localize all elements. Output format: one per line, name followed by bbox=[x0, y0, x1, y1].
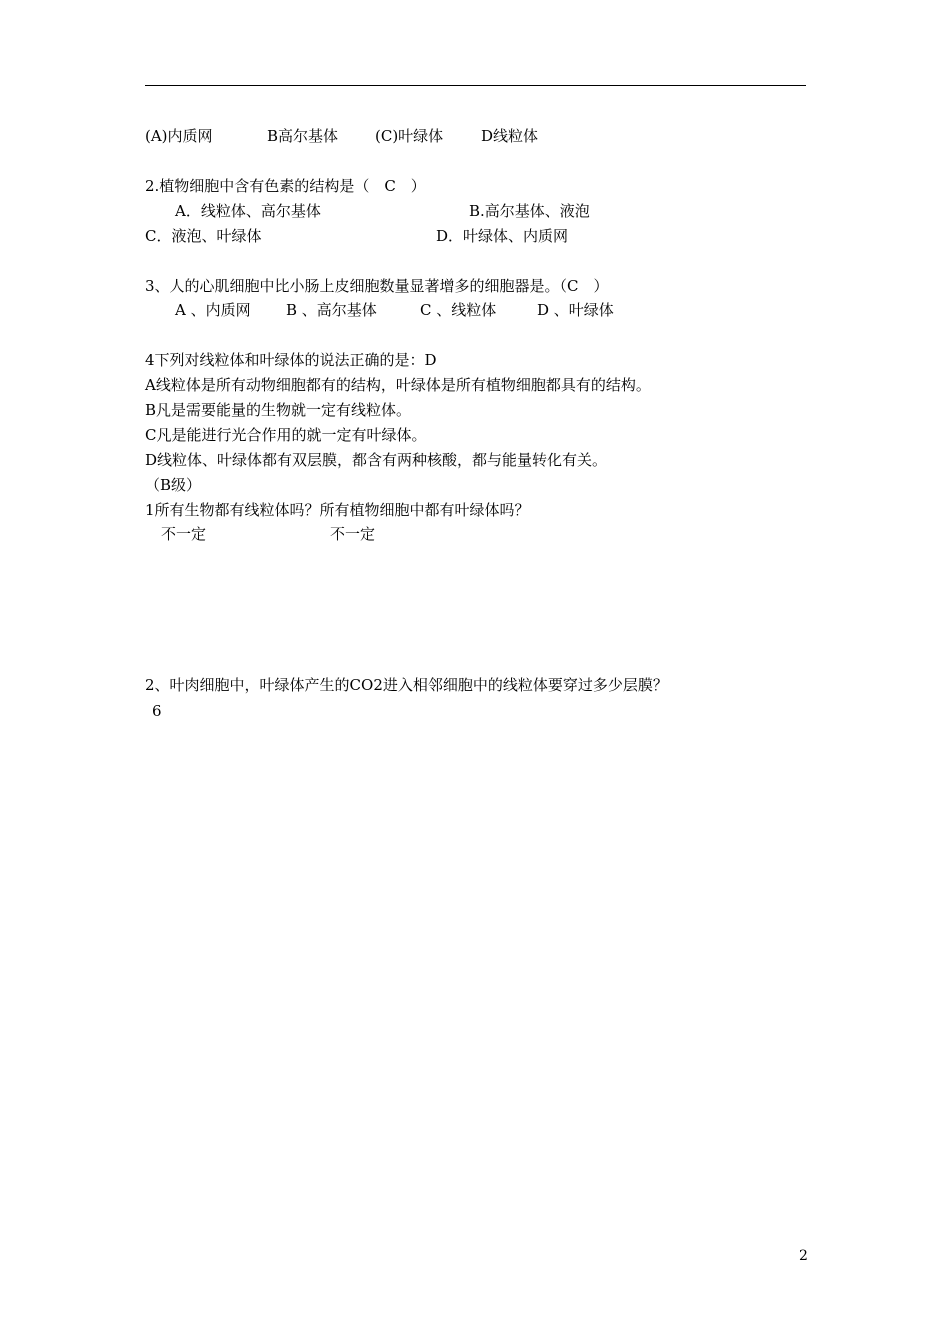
q4-option-a: A线粒体是所有动物细胞都有的结构，叶绿体是所有植物细胞都具有的结构。 bbox=[145, 376, 651, 394]
level-b-q1-stem: 1所有生物都有线粒体吗？所有植物细胞中都有叶绿体吗？ bbox=[145, 501, 530, 519]
q1-option-a: (A)内质网 bbox=[145, 127, 213, 145]
level-b-q1-answer-2: 不一定 bbox=[330, 525, 376, 543]
level-b-q2-stem: 2、叶肉细胞中，叶绿体产生的CO2进入相邻细胞中的线粒体要穿过多少层膜？ bbox=[145, 676, 668, 694]
q3-option-d: D 、叶绿体 bbox=[537, 301, 614, 319]
q3-option-a: A 、内质网 bbox=[175, 301, 251, 319]
q3-stem: 3、人的心肌细胞中比小肠上皮细胞数量显著增多的细胞器是。（C ） bbox=[145, 277, 609, 295]
q2-option-a: A．线粒体、高尔基体 bbox=[175, 202, 321, 220]
q4-option-b: B凡是需要能量的生物就一定有线粒体。 bbox=[145, 401, 412, 419]
q4-stem: 4下列对线粒体和叶绿体的说法正确的是：D bbox=[145, 351, 437, 369]
q2-stem: 2.植物细胞中含有色素的结构是（ C ） bbox=[145, 177, 426, 195]
level-b-q2-answer: 6 bbox=[152, 702, 162, 720]
q3-option-b: B 、高尔基体 bbox=[286, 301, 377, 319]
q2-option-d: D．叶绿体、内质网 bbox=[436, 227, 569, 245]
q1-option-b: B高尔基体 bbox=[267, 127, 339, 145]
page-number: 2 bbox=[799, 1248, 808, 1264]
q1-option-c: (C)叶绿体 bbox=[375, 127, 444, 145]
q1-option-d: D线粒体 bbox=[481, 127, 539, 145]
level-b-heading: （B级） bbox=[145, 476, 202, 494]
q2-option-c: C．液泡、叶绿体 bbox=[145, 227, 262, 245]
level-b-q1-answer-1: 不一定 bbox=[161, 525, 207, 543]
header-rule bbox=[145, 85, 806, 86]
q2-option-b: B.高尔基体、液泡 bbox=[469, 202, 590, 220]
q3-option-c: C 、线粒体 bbox=[420, 301, 497, 319]
q4-option-d: D线粒体、叶绿体都有双层膜，都含有两种核酸，都与能量转化有关。 bbox=[145, 451, 608, 469]
q4-option-c: C凡是能进行光合作用的就一定有叶绿体。 bbox=[145, 426, 427, 444]
